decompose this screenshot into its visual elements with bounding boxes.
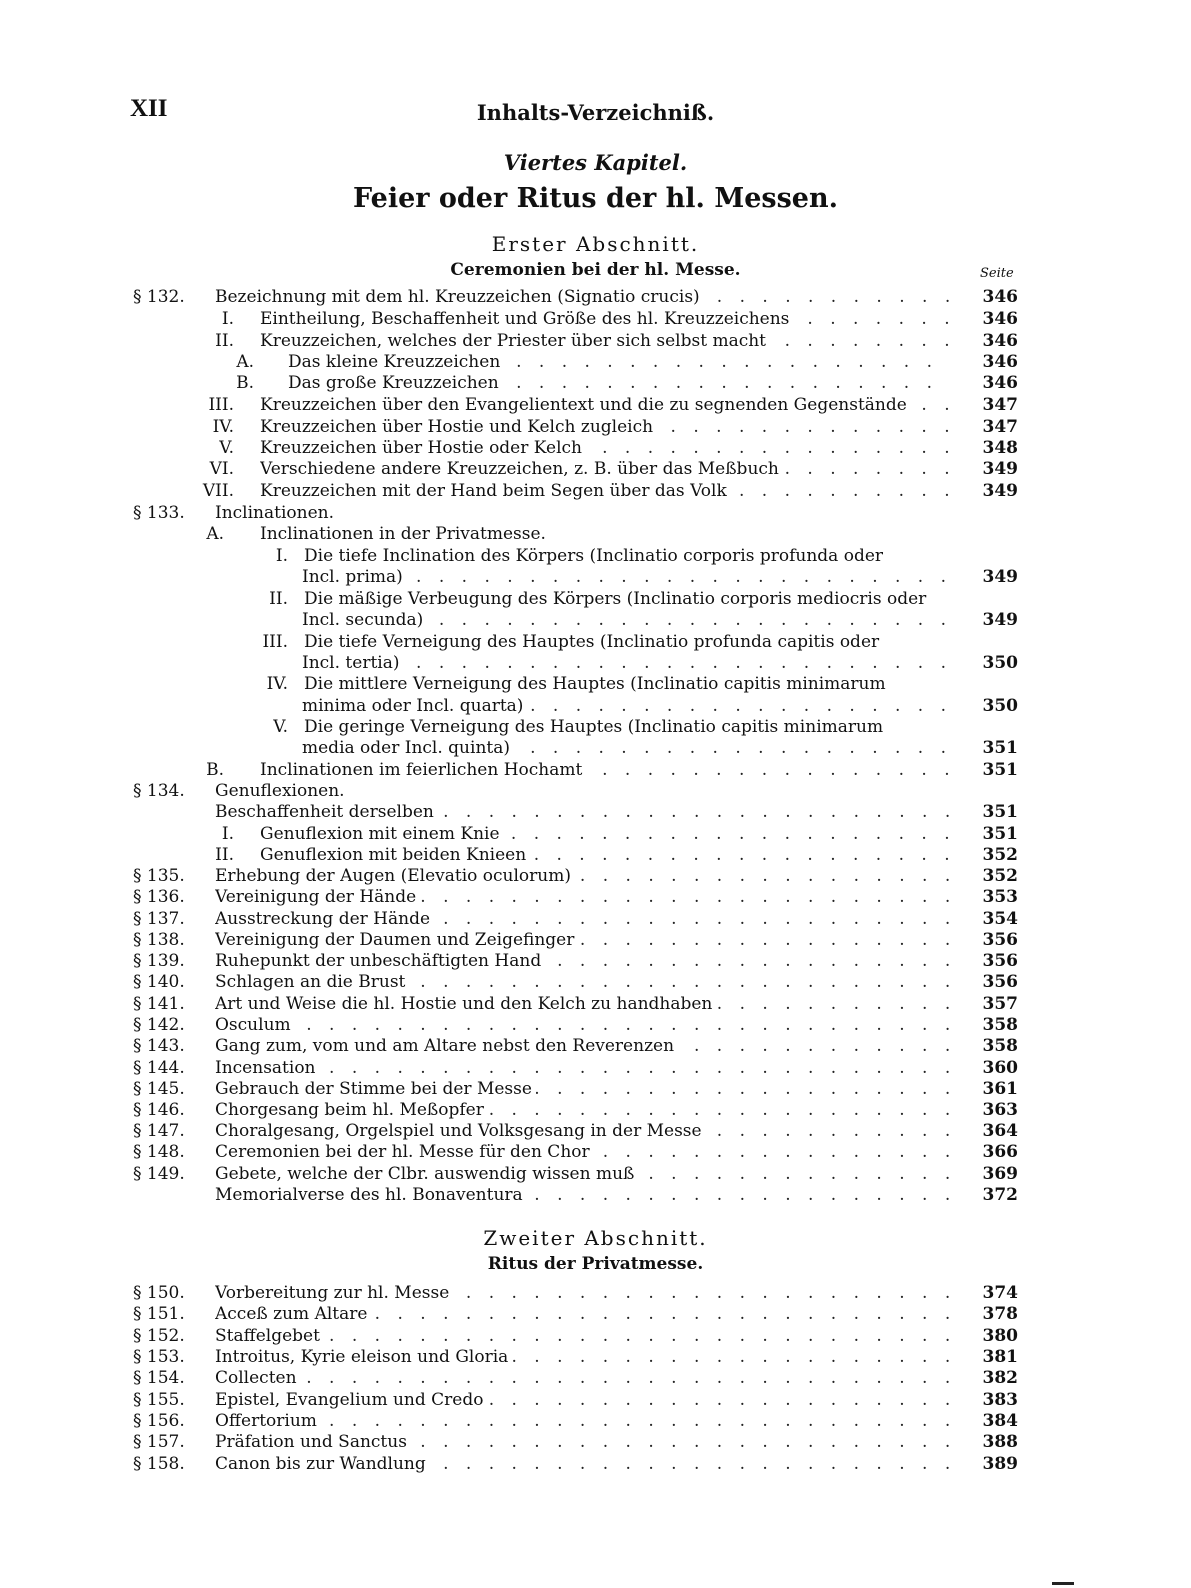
entry-title-text: Introitus, Kyrie eleison und Gloria (215, 1347, 512, 1367)
entry-title (215, 930, 950, 951)
page-ref: 353 (982, 887, 1018, 907)
toc-entry (0, 696, 1191, 717)
page-column-label: Seite (980, 266, 1014, 281)
section-number: § 146. (133, 1100, 185, 1120)
entry-title (260, 438, 950, 459)
section-subheading-1: Ceremonien bei der hl. Messe. (450, 260, 741, 280)
entry-title-text: Chorgesang beim hl. Meßopfer (215, 1100, 488, 1120)
toc-entry (0, 1432, 1191, 1453)
chapter-title: Feier oder Ritus der hl. Messen. (352, 183, 839, 214)
page-ref: 383 (982, 1390, 1018, 1410)
section-number: § 132. (133, 287, 185, 307)
toc-entry (0, 1079, 1191, 1100)
subsection-numeral: II. (215, 845, 234, 865)
entry-title-text: Incl. tertia) (302, 653, 403, 673)
toc-entry (0, 717, 1191, 738)
toc-entry (0, 824, 1191, 845)
toc-entry (0, 1015, 1191, 1036)
entry-title-text: media oder Incl. quinta) (302, 738, 514, 758)
toc-entry (0, 930, 1191, 951)
entry-title-text: Die tiefe Inclination des Körpers (Inclinatio corporis profunda oder (304, 546, 887, 566)
entry-title (215, 1058, 950, 1079)
entry-title (215, 1326, 950, 1347)
entry-title (260, 395, 950, 416)
entry-title-text: Beschaffenheit derselben (215, 802, 438, 822)
entry-title-text: Vereinigung der Hände (215, 887, 420, 907)
page-ref: 364 (982, 1121, 1018, 1141)
entry-title-text: Genuflexion mit beiden Knieen (260, 845, 530, 865)
toc-entry (0, 781, 1191, 802)
entry-title (260, 417, 950, 438)
entry-title (260, 459, 950, 480)
entry-title (304, 674, 950, 695)
entry-title (260, 524, 950, 545)
section-number: § 133. (133, 503, 185, 523)
entry-title-text: Genuflexion mit einem Knie (260, 824, 504, 844)
toc-entry (0, 1347, 1191, 1368)
entry-title-text: Staffelgebet (215, 1326, 324, 1346)
toc-entry (0, 524, 1191, 545)
entry-title (215, 781, 950, 802)
section-heading-2: Zweiter Abschnitt. (483, 1226, 708, 1250)
page-ref: 354 (982, 909, 1018, 929)
entry-title (215, 1368, 950, 1389)
toc-entry (0, 395, 1191, 416)
section-number: § 139. (133, 951, 185, 971)
toc-entry (0, 373, 1191, 394)
entry-title (215, 1347, 950, 1368)
page-number: XII (130, 95, 168, 122)
toc-entry (0, 951, 1191, 972)
toc-entry (0, 1142, 1191, 1163)
section-number: § 153. (133, 1347, 185, 1367)
chapter-label: Viertes Kapitel. (503, 150, 688, 175)
toc-entry (0, 994, 1191, 1015)
entry-title (260, 481, 950, 502)
entry-title (215, 503, 950, 524)
toc-entry (0, 674, 1191, 695)
page-ref: 350 (982, 653, 1018, 673)
page-ref: 356 (982, 951, 1018, 971)
entry-title-text: Die mäßige Verbeugung des Körpers (Inclinatio corporis mediocris oder (304, 589, 930, 609)
entry-title-text: Genuflexionen. (215, 781, 349, 801)
page-ref: 380 (982, 1326, 1018, 1346)
subsection-numeral: III. (262, 632, 288, 652)
page-ref: 351 (982, 802, 1018, 822)
entry-title (215, 1121, 950, 1142)
section-number: § 149. (133, 1164, 185, 1184)
entry-title-text: Vereinigung der Daumen und Zeigefinger (215, 930, 578, 950)
entry-title (215, 972, 950, 993)
entry-title-text: Kreuzzeichen über den Evangelientext und die zu segnenden Gegenstände (260, 395, 911, 415)
subsection-numeral: II. (269, 589, 288, 609)
section-number: § 158. (133, 1454, 185, 1474)
toc-entry (0, 503, 1191, 524)
subsection-numeral: IV. (212, 417, 234, 437)
section-number: § 156. (133, 1411, 185, 1431)
entry-title (302, 696, 950, 717)
entry-title-text: Das große Kreuzzeichen (288, 373, 503, 393)
page-ref: 384 (982, 1411, 1018, 1431)
page-ref: 389 (982, 1454, 1018, 1474)
toc-entry (0, 331, 1191, 352)
entry-title (302, 610, 950, 631)
entry-title (215, 1079, 950, 1100)
toc-entry (0, 287, 1191, 308)
entry-title (215, 909, 950, 930)
entry-title (288, 373, 950, 394)
subsection-numeral: I. (221, 824, 234, 844)
entry-title (215, 1454, 950, 1475)
toc-entry (0, 632, 1191, 653)
entry-title (215, 1036, 950, 1057)
entry-title-text: Bezeichnung mit dem hl. Kreuzzeichen (Signatio crucis) (215, 287, 704, 307)
section-heading-1: Erster Abschnitt. (491, 232, 700, 256)
entry-title (215, 1304, 950, 1325)
toc-entry (0, 546, 1191, 567)
page-ref: 358 (982, 1036, 1018, 1056)
entry-title-text: Acceß zum Altare (215, 1304, 371, 1324)
section-number: § 140. (133, 972, 185, 992)
subsection-numeral: V. (273, 717, 288, 737)
subsection-numeral: II. (215, 331, 234, 351)
entry-title (215, 802, 950, 823)
entry-title (260, 309, 950, 330)
entry-title-text: Ruhepunkt der unbeschäftigten Hand (215, 951, 545, 971)
subsection-numeral: VII. (202, 481, 234, 501)
page-ref: 361 (982, 1079, 1018, 1099)
entry-title (260, 331, 950, 352)
running-title: Inhalts-Verzeichniß. (476, 100, 715, 125)
page-ref: 349 (982, 481, 1018, 501)
entry-title-text: Verschiedene andere Kreuzzeichen, z. B. über das Meßbuch (260, 459, 783, 479)
page-ref: 352 (982, 866, 1018, 886)
page-ref: 351 (982, 824, 1018, 844)
toc-entry (0, 760, 1191, 781)
section-number: § 138. (133, 930, 185, 950)
page-ref: 381 (982, 1347, 1018, 1367)
toc-entry (0, 481, 1191, 502)
page-ref: 358 (982, 1015, 1018, 1035)
toc-entry (0, 589, 1191, 610)
entry-title-text: Osculum (215, 1015, 295, 1035)
section-number: § 150. (133, 1283, 185, 1303)
entry-title (215, 1100, 950, 1121)
toc-entry (0, 1100, 1191, 1121)
page-ref: 360 (982, 1058, 1018, 1078)
toc-entry (0, 1368, 1191, 1389)
page-ref: 351 (982, 760, 1018, 780)
section-number: § 147. (133, 1121, 185, 1141)
page-ref: 374 (982, 1283, 1018, 1303)
subsection-numeral: A. (206, 524, 224, 544)
page-ref: 382 (982, 1368, 1018, 1388)
entry-title-text: Gebete, welche der Clbr. auswendig wissen muß (215, 1164, 638, 1184)
toc-entry (0, 417, 1191, 438)
page-ref: 346 (982, 352, 1018, 372)
section-number: § 135. (133, 866, 185, 886)
page-mark (1052, 1582, 1074, 1585)
entry-title-text: Erhebung der Augen (Elevatio oculorum) (215, 866, 575, 886)
entry-title (215, 994, 950, 1015)
section-number: § 151. (133, 1304, 185, 1324)
entry-title-text: minima oder Incl. quarta) (302, 696, 527, 716)
subsection-numeral: I. (275, 546, 288, 566)
page-ref: 357 (982, 994, 1018, 1014)
toc-entry (0, 1164, 1191, 1185)
page-ref: 356 (982, 972, 1018, 992)
section-number: § 136. (133, 887, 185, 907)
toc-entry (0, 972, 1191, 993)
section-number: § 142. (133, 1015, 185, 1035)
toc-entry (0, 1304, 1191, 1325)
page-ref: 356 (982, 930, 1018, 950)
toc-entry (0, 738, 1191, 759)
toc-entry (0, 567, 1191, 588)
entry-title-text: Präfation und Sanctus (215, 1432, 411, 1452)
section-number: § 143. (133, 1036, 185, 1056)
entry-title-text: Die geringe Verneigung des Hauptes (Inclinatio capitis minimarum (304, 717, 887, 737)
toc-entry (0, 1036, 1191, 1057)
entry-title-text: Inclinationen im feierlichen Hochamt (260, 760, 586, 780)
section-subheading-2: Ritus der Privatmesse. (487, 1254, 704, 1274)
page-ref: 378 (982, 1304, 1018, 1324)
entry-title (215, 1411, 950, 1432)
toc-entry (0, 459, 1191, 480)
page-ref: 347 (982, 395, 1018, 415)
entry-title (215, 1432, 950, 1453)
toc-entry (0, 1121, 1191, 1142)
entry-title (215, 887, 950, 908)
entry-title (215, 1283, 950, 1304)
subsection-numeral: III. (208, 395, 234, 415)
toc-entry (0, 438, 1191, 459)
page-ref: 349 (982, 610, 1018, 630)
page-ref: 349 (982, 459, 1018, 479)
page-ref: 366 (982, 1142, 1018, 1162)
entry-title-text: Incl. secunda) (302, 610, 427, 630)
page-ref: 347 (982, 417, 1018, 437)
toc-entry (0, 866, 1191, 887)
section-number: § 145. (133, 1079, 185, 1099)
toc-entry (0, 352, 1191, 373)
entry-title-text: Kreuzzeichen über Hostie und Kelch zugleich (260, 417, 657, 437)
section-number: § 148. (133, 1142, 185, 1162)
entry-title-text: Eintheilung, Beschaffenheit und Größe des hl. Kreuzzeichens (260, 309, 793, 329)
page-ref: 363 (982, 1100, 1018, 1120)
entry-title-text: Inclinationen. (215, 503, 338, 523)
page-ref: 346 (982, 309, 1018, 329)
entry-title-text: Gang zum, vom und am Altare nebst den Reverenzen (215, 1036, 678, 1056)
toc-entry (0, 1185, 1191, 1206)
entry-title (304, 632, 950, 653)
section-number: § 144. (133, 1058, 185, 1078)
entry-title-text: Gebrauch der Stimme bei der Messe (215, 1079, 536, 1099)
subsection-numeral: A. (236, 352, 254, 372)
entry-title (302, 653, 950, 674)
toc-entry (0, 1283, 1191, 1304)
entry-title (215, 1390, 950, 1411)
toc-entry (0, 887, 1191, 908)
entry-title-text: Schlagen an die Brust (215, 972, 409, 992)
page-ref: 348 (982, 438, 1018, 458)
entry-title-text: Offertorium (215, 1411, 321, 1431)
entry-title-text: Collecten (215, 1368, 301, 1388)
page-ref: 388 (982, 1432, 1018, 1452)
page-ref: 369 (982, 1164, 1018, 1184)
entry-title (304, 546, 950, 567)
toc-entry (0, 653, 1191, 674)
entry-title (304, 589, 950, 610)
page-ref: 346 (982, 373, 1018, 393)
entry-title (215, 1164, 950, 1185)
entry-title (260, 845, 950, 866)
entry-title-text: Kreuzzeichen mit der Hand beim Segen über das Volk (260, 481, 731, 501)
entry-title-text: Incensation (215, 1058, 320, 1078)
entry-title-text: Die tiefe Verneigung des Hauptes (Inclinatio profunda capitis oder (304, 632, 883, 652)
section-number: § 154. (133, 1368, 185, 1388)
entry-title (304, 717, 950, 738)
entry-title (215, 287, 950, 308)
entry-title (302, 567, 950, 588)
toc-entry (0, 909, 1191, 930)
toc-entry (0, 1454, 1191, 1475)
entry-title (288, 352, 950, 373)
page-ref: 372 (982, 1185, 1018, 1205)
entry-title-text: Art und Weise die hl. Hostie und den Kelch zu handhaben (215, 994, 716, 1014)
entry-title-text: Kreuzzeichen über Hostie oder Kelch (260, 438, 586, 458)
page-ref: 346 (982, 287, 1018, 307)
page-ref: 349 (982, 567, 1018, 587)
entry-title-text: Choralgesang, Orgelspiel und Volksgesang in der Messe (215, 1121, 706, 1141)
section-number: § 137. (133, 909, 185, 929)
toc-entry (0, 610, 1191, 631)
entry-title-text: Epistel, Evangelium und Credo (215, 1390, 487, 1410)
entry-title-text: Das kleine Kreuzzeichen (288, 352, 504, 372)
entry-title (215, 1015, 950, 1036)
section-number: § 134. (133, 781, 185, 801)
toc-entry (0, 309, 1191, 330)
toc-entry (0, 845, 1191, 866)
page-ref: 352 (982, 845, 1018, 865)
entry-title (260, 824, 950, 845)
entry-title-text: Ausstreckung der Hände (215, 909, 434, 929)
entry-title (302, 738, 950, 759)
subsection-numeral: B. (236, 373, 254, 393)
subsection-numeral: VI. (209, 459, 234, 479)
entry-title-text: Memorialverse des hl. Bonaventura (215, 1185, 527, 1205)
section-number: § 155. (133, 1390, 185, 1410)
subsection-numeral: IV. (266, 674, 288, 694)
subsection-numeral: I. (221, 309, 234, 329)
section-number: § 141. (133, 994, 185, 1014)
page-ref: 350 (982, 696, 1018, 716)
toc-entry (0, 802, 1191, 823)
subsection-numeral: B. (206, 760, 224, 780)
section-number: § 157. (133, 1432, 185, 1452)
subsection-numeral: V. (219, 438, 234, 458)
entry-title-text: Vorbereitung zur hl. Messe (215, 1283, 453, 1303)
entry-title (260, 760, 950, 781)
entry-title (215, 951, 950, 972)
entry-title-text: Kreuzzeichen, welches der Priester über sich selbst macht (260, 331, 770, 351)
entry-title (215, 1142, 950, 1163)
page-ref: 351 (982, 738, 1018, 758)
entry-title-text: Ceremonien bei der hl. Messe für den Chor (215, 1142, 594, 1162)
entry-title (215, 866, 950, 887)
entry-title-text: Inclinationen in der Privatmesse. (260, 524, 550, 544)
entry-title (215, 1185, 950, 1206)
toc-entry (0, 1326, 1191, 1347)
entry-title-text: Die mittlere Verneigung des Hauptes (Inclinatio capitis minimarum (304, 674, 890, 694)
toc-entry (0, 1058, 1191, 1079)
entry-title-text: Canon bis zur Wandlung (215, 1454, 430, 1474)
toc-entry (0, 1390, 1191, 1411)
toc-entry (0, 1411, 1191, 1432)
section-number: § 152. (133, 1326, 185, 1346)
page-ref: 346 (982, 331, 1018, 351)
entry-title-text: Incl. prima) (302, 567, 407, 587)
